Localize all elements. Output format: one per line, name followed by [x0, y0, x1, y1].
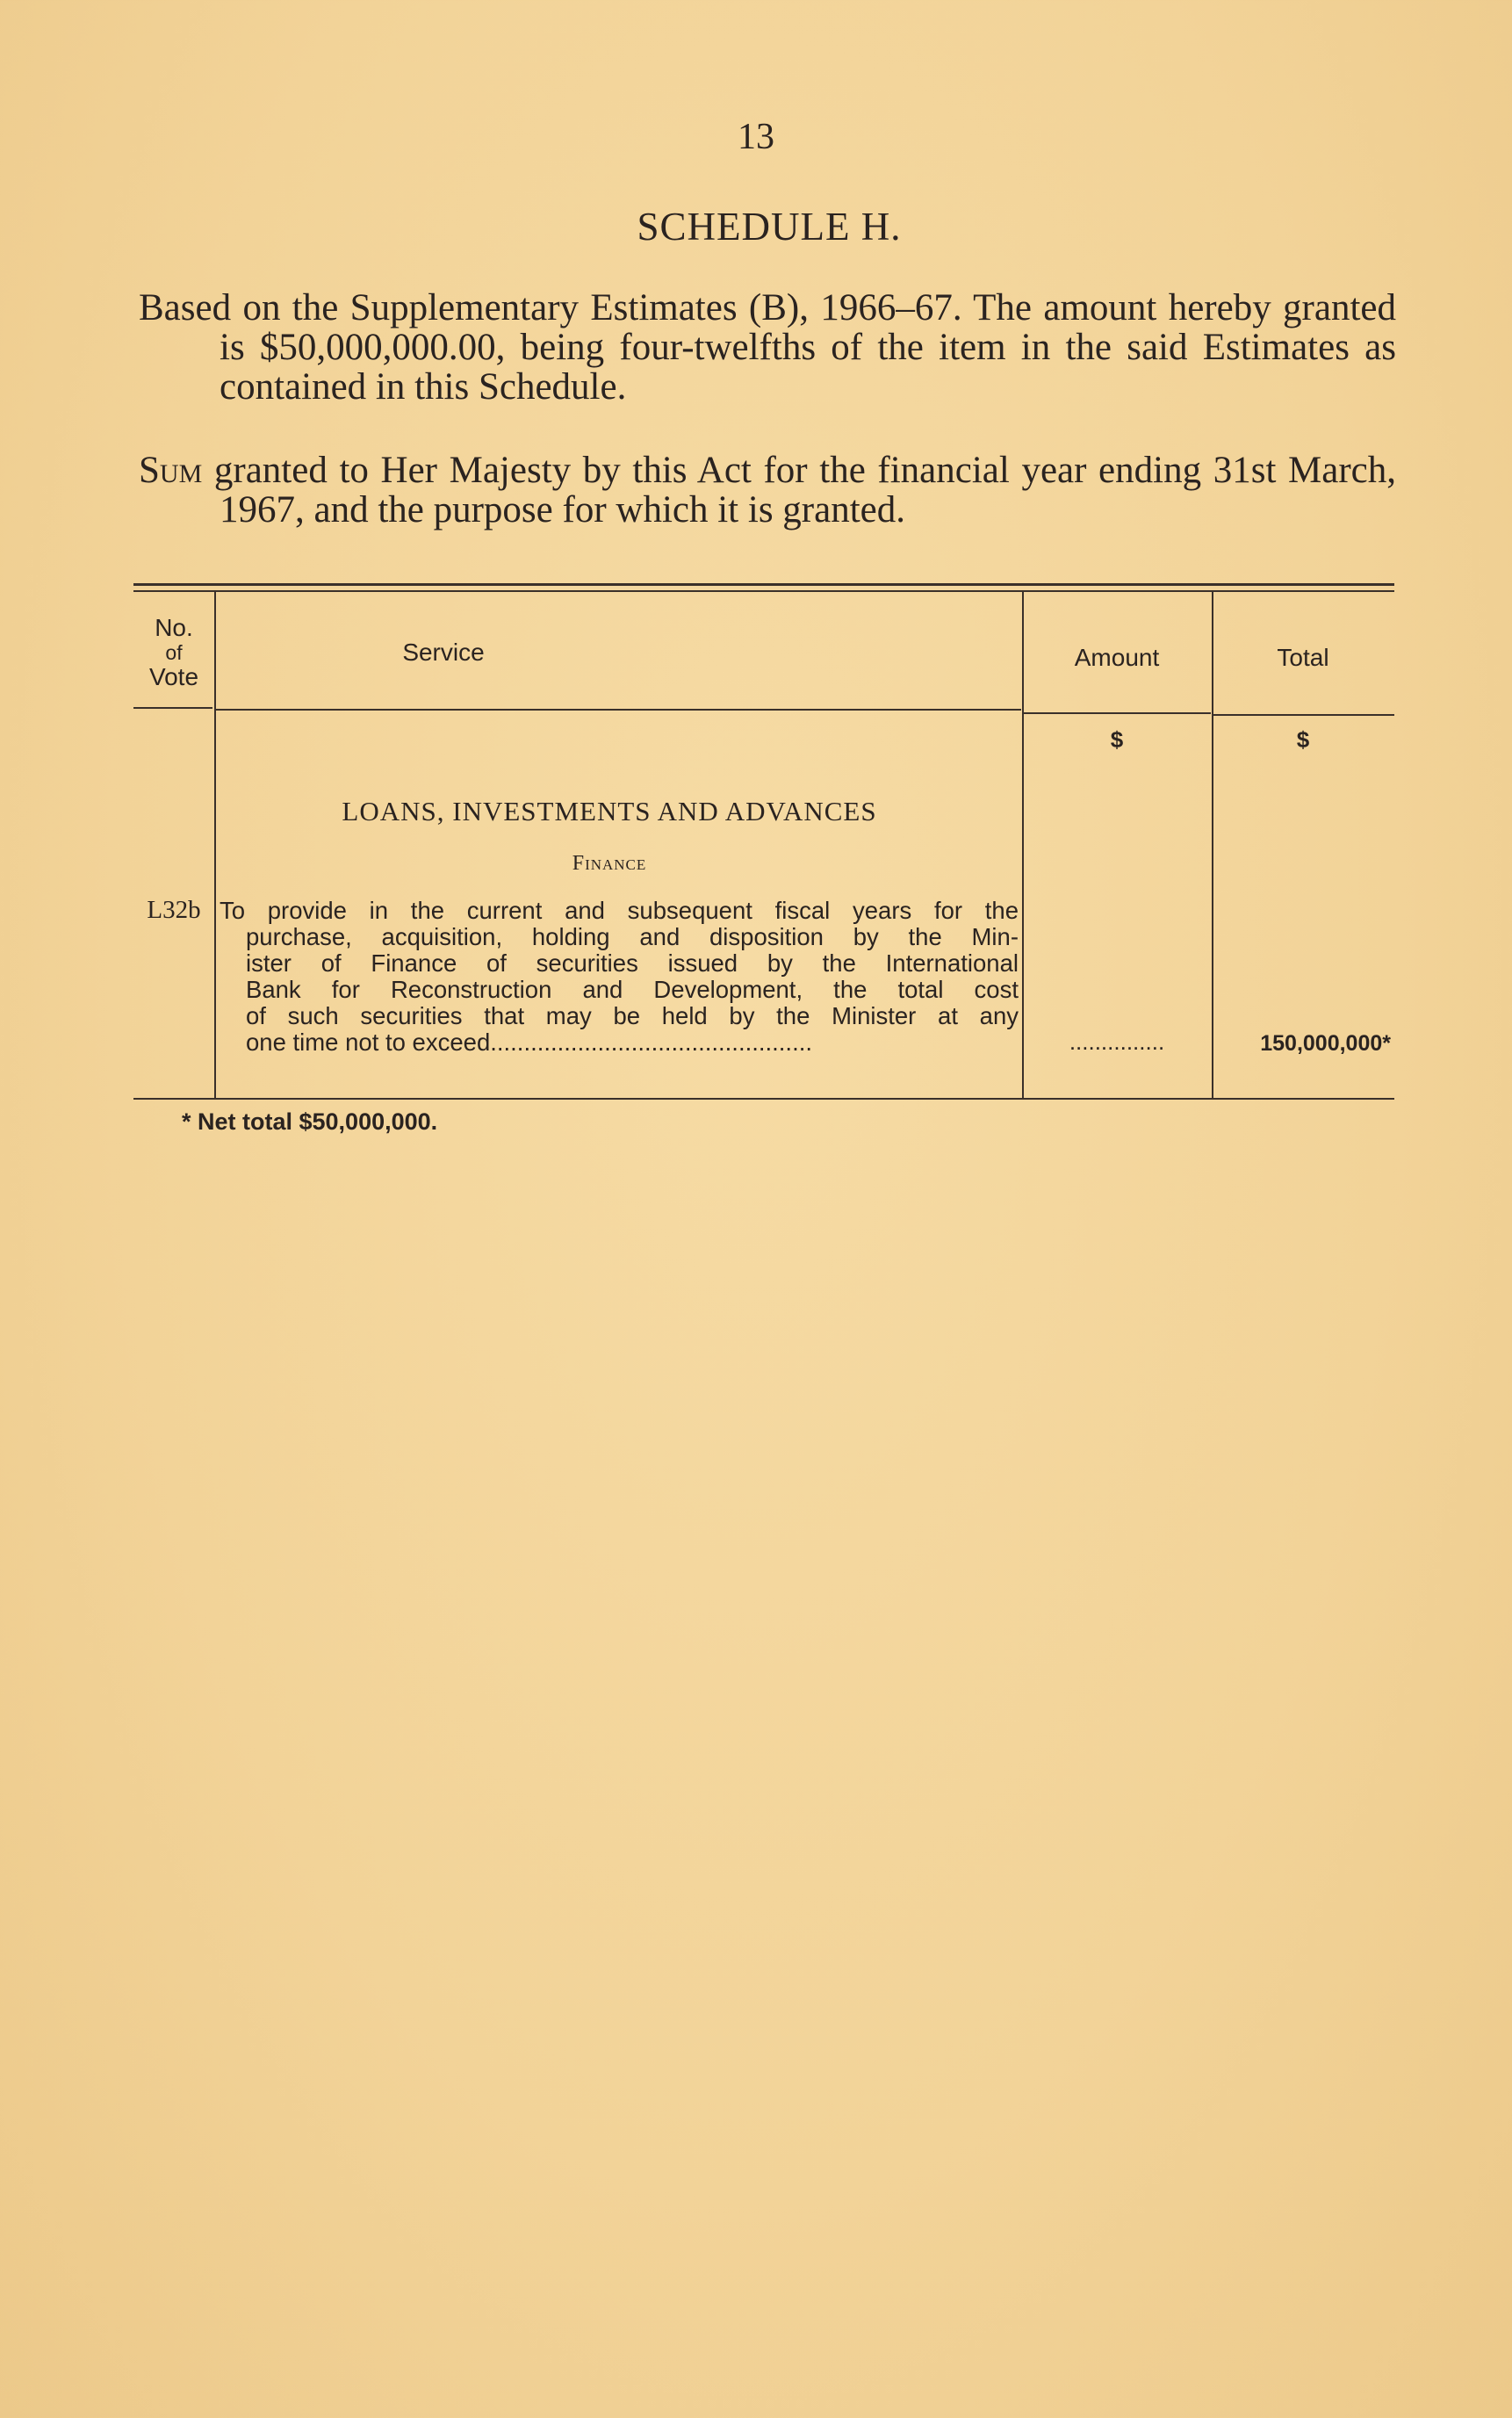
- description-line: [220, 1029, 1019, 1056]
- purpose-lead-word: Sum: [139, 450, 203, 491]
- description-leader: ................................................: [490, 1029, 812, 1056]
- footnote: * Net total $50,000,000.: [182, 1108, 438, 1135]
- description-final-text: one time not to exceed: [246, 1029, 491, 1056]
- header-service: Service: [402, 639, 485, 666]
- purpose-text: granted to Her Majesty by this Act for the financial year ending 31st March, 1967, and the purpose for which it is granted.: [202, 450, 1396, 531]
- currency-total: $: [1296, 726, 1310, 753]
- table-top-rule: [133, 583, 1394, 586]
- page-number: 13: [738, 117, 774, 157]
- header-vote-of: of: [165, 641, 183, 664]
- header-vote-no: No.: [155, 614, 193, 641]
- header-vote-vote: Vote: [148, 663, 199, 690]
- table-top-rule-thin: [133, 590, 1394, 592]
- subsection-heading: Finance: [572, 852, 647, 875]
- col-divider-vote: [214, 592, 216, 1098]
- header-rule-amount: [1024, 712, 1211, 714]
- description-line: purchase, acquisition, holding and disposition by the Min-: [246, 923, 1019, 950]
- schedule-title: SCHEDULE H.: [637, 205, 902, 249]
- description-line: Bank for Reconstruction and Development, the total cost: [246, 976, 1019, 1003]
- total-value: 150,000,000*: [1260, 1031, 1391, 1056]
- description-line: To provide in the current and subsequent fiscal years for the: [220, 897, 1019, 924]
- header-amount: Amount: [1074, 644, 1160, 671]
- intro-paragraph: Based on the Supplementary Estimates (B), 1966–67. The amount hereby granted is $50,000,000.00, being four-twelfths of the item in the said Estimates as contained in this Schedule.: [139, 287, 1396, 408]
- purpose-paragraph: [139, 451, 1396, 530]
- header-rule-vote: [133, 707, 212, 709]
- header-rule-total: [1213, 714, 1394, 716]
- header-rule-service: [216, 709, 1021, 711]
- table-bottom-rule: [133, 1098, 1394, 1100]
- amount-leader: ...............: [1069, 1029, 1165, 1055]
- description-line: ister of Finance of securities issued by the International: [246, 949, 1019, 977]
- description-line: of such securities that may be held by the Minister at any: [246, 1002, 1019, 1029]
- vote-number: L32b: [147, 896, 201, 924]
- header-total: Total: [1277, 644, 1329, 671]
- service-description: [220, 898, 1019, 1056]
- section-heading: LOANS, INVESTMENTS AND ADVANCES: [342, 796, 877, 826]
- currency-amount: $: [1110, 726, 1124, 753]
- schedule-table: [133, 583, 1394, 1101]
